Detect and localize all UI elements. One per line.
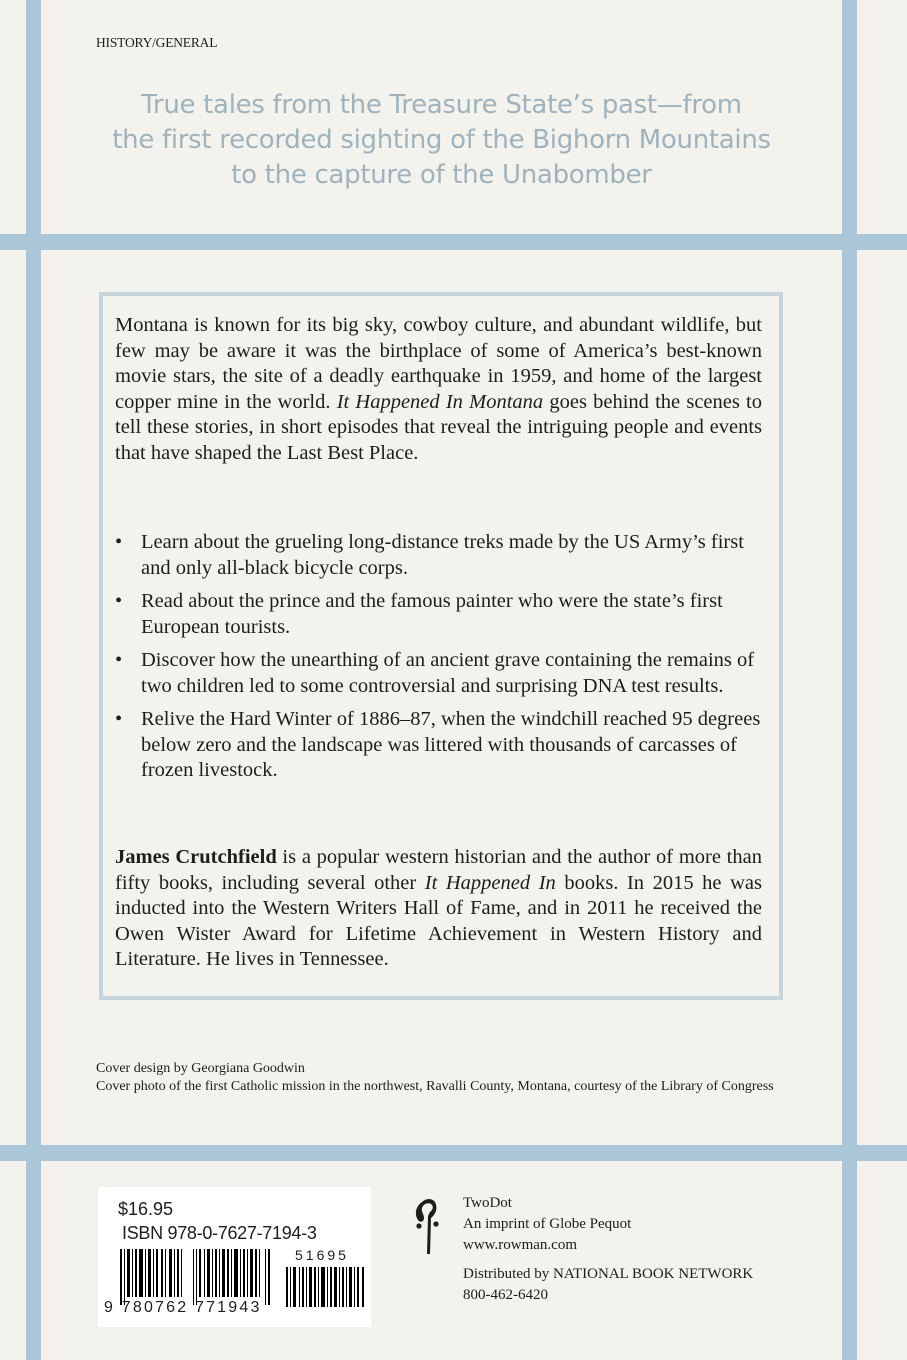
bullet-text: Read about the prince and the famous painter who were the state’s first European tourists.: [141, 590, 723, 638]
list-item: [115, 530, 775, 581]
addon-digits: 51695: [295, 1247, 349, 1263]
blurb-text: Montana is known for its big sky, cowboy culture, and abundant wildlife, but few may be aware it was the birthplace of some of America’s best-known movie stars, the site of a deadly earthquake in 1959, and home of the largest copper mine in the world.: [115, 314, 762, 413]
publisher-info: [463, 1193, 753, 1306]
blurb-paragraph: [115, 313, 762, 466]
publisher-imprint: An imprint of Globe Pequot: [463, 1216, 632, 1232]
author-bio: [115, 845, 762, 973]
design-credit: Cover design by Georgiana Goodwin: [96, 1061, 305, 1076]
list-item: [115, 648, 775, 699]
isbn: ISBN 978-0-7627-7194-3: [122, 1223, 317, 1243]
ean-digits: 9 780762 771943: [104, 1299, 262, 1316]
barcode-label: [98, 1187, 371, 1327]
bullet-text: Relive the Hard Winter of 1886–87, when the windchill reached 95 degrees below zero and the landscape was littered with thousands of carcasses of frozen livestock.: [141, 708, 761, 781]
barcode-icon: [120, 1249, 272, 1305]
bullet-text: Discover how the unearthing of an ancient grave containing the remains of two children led to some controversial and surprising DNA test results.: [141, 649, 755, 697]
bullet-icon: •: [115, 590, 123, 612]
cover-credits: [96, 1060, 796, 1096]
tagline-line: to the capture of the Unabomber: [231, 160, 652, 190]
author-name: James Crutchfield: [115, 846, 277, 868]
bullet-icon: •: [115, 531, 123, 553]
distributor: Distributed by NATIONAL BOOK NETWORK: [463, 1266, 754, 1282]
series-title: It Happened In: [424, 871, 556, 894]
publisher-name: TwoDot: [463, 1195, 512, 1211]
tagline: [41, 88, 842, 193]
price: $16.95: [118, 1199, 174, 1219]
twodot-logo-icon: [414, 1196, 440, 1256]
bullet-text: Learn about the grueling long-distance treks made by the US Army’s first and only all-black bicycle corps.: [141, 531, 744, 579]
publisher-website: www.rowman.com: [463, 1237, 578, 1253]
top-grid-band: [0, 234, 907, 250]
bottom-grid-band: [0, 1145, 907, 1161]
category-label: HISTORY/GENERAL: [96, 35, 218, 50]
tagline-line: the first recorded sighting of the Bighorn Mountains: [112, 125, 771, 155]
list-item: [115, 707, 775, 784]
bullet-icon: •: [115, 649, 123, 671]
bullet-icon: •: [115, 708, 123, 730]
addon-barcode-icon: [286, 1267, 366, 1307]
distributor-phone: 800-462-6420: [463, 1287, 548, 1303]
blurb-text: goes behind the scenes to tell these stories, in short episodes that reveal the intriguing people and events that have shaped the Last Best Place.: [115, 390, 762, 464]
author-text: is a popular western historian and the author of more than fifty books, including several other: [115, 846, 762, 894]
tagline-line: True tales from the Treasure State’s past—from: [141, 90, 742, 120]
photo-credit: Cover photo of the first Catholic mission in the northwest, Ravalli County, Montana, courtesy of the Library of Congress: [96, 1079, 774, 1094]
book-title: It Happened In Montana: [336, 390, 544, 413]
author-text: books. In 2015 he was inducted into the Western Writers Hall of Fame, and in 2011 he received the Owen Wister Award for Lifetime Achievement in Western History and Literature. He lives in Tennessee.: [115, 871, 762, 970]
list-item: [115, 589, 775, 640]
highlights-list: [115, 530, 775, 792]
